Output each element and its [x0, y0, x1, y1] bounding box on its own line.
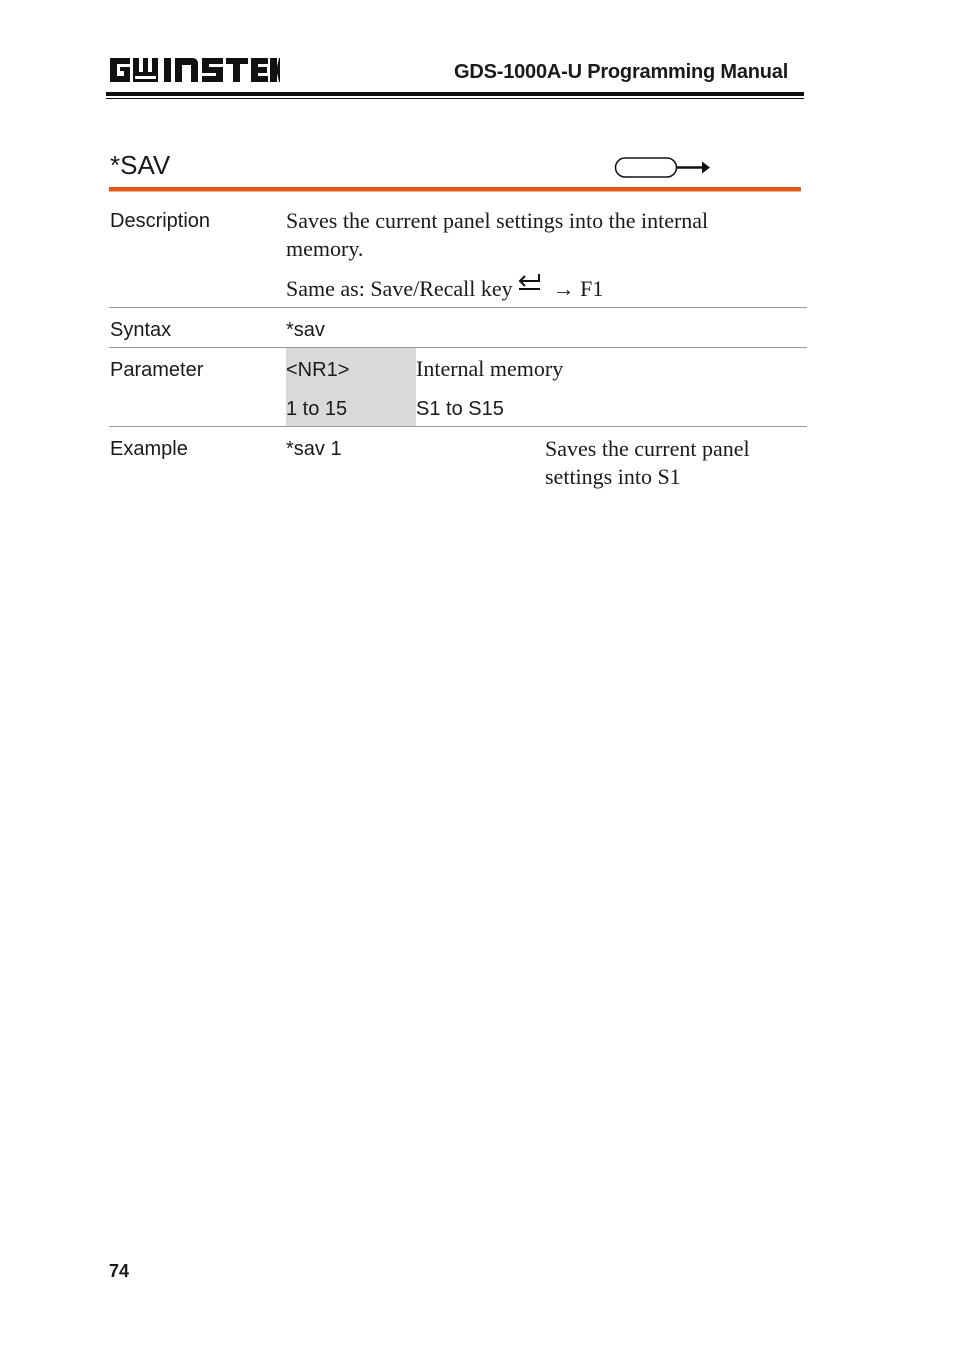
header-rule-thin — [106, 98, 804, 99]
gw-instek-logo — [108, 54, 280, 84]
page-number: 74 — [109, 1261, 130, 1281]
syntax-text: *sav — [286, 319, 325, 341]
header-rule — [106, 92, 804, 96]
same-as-suffix: → F1 — [552, 276, 604, 301]
example-command: *sav 1 — [286, 438, 342, 460]
set-command-arrow-icon — [614, 155, 712, 181]
manual-title: GDS-1000A-U Programming Manual — [454, 61, 789, 83]
section-accent-rule-shadow — [109, 191, 801, 192]
row-divider — [109, 307, 807, 308]
syntax-label: Syntax — [110, 319, 172, 341]
row-divider — [109, 347, 807, 348]
same-as-line — [286, 276, 603, 302]
parameter-type: <NR1> — [286, 359, 350, 381]
command-title: *SAV — [110, 150, 171, 180]
parameter-range: 1 to 15 — [286, 398, 348, 420]
same-as-prefix: Same as: Save/Recall key — [286, 276, 513, 301]
example-description: Saves the current panel settings into S1 — [545, 436, 750, 489]
parameter-label: Parameter — [110, 359, 204, 381]
parameter-range-values: S1 to S15 — [416, 398, 504, 420]
description-text: Saves the current panel settings into the internal memory. — [286, 208, 709, 261]
parameter-type-description: Internal memory — [416, 356, 564, 381]
row-divider — [109, 426, 807, 427]
example-label: Example — [110, 438, 188, 460]
description-label: Description — [110, 210, 211, 232]
return-key-icon — [517, 272, 543, 294]
